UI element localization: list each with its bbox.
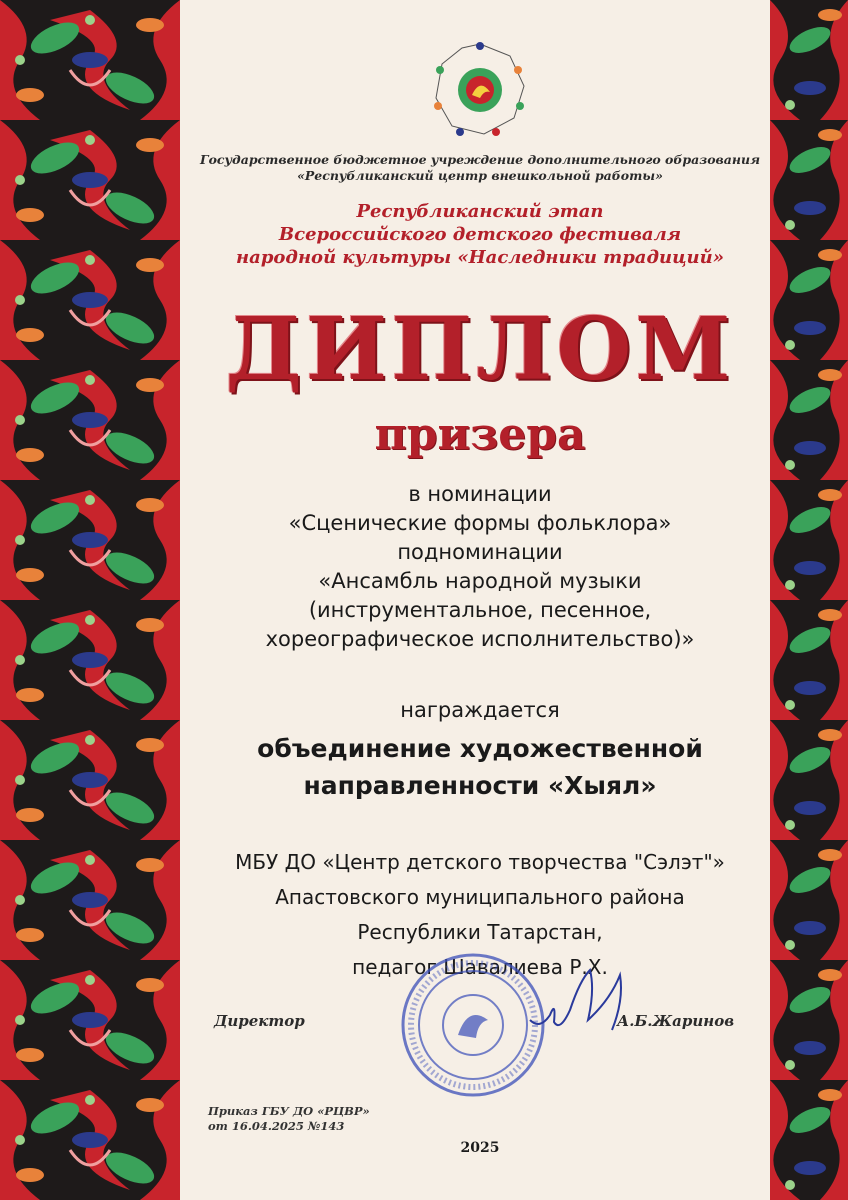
institution-line1: МБУ ДО «Центр детского творчества "Сэлэт"» [235,850,725,874]
organization-line1: Государственное бюджетное учреждение дополнительного образования [199,152,761,167]
order-reference [208,1104,370,1134]
institution-line3: Республики Татарстан, [357,920,603,944]
institution-line2: Апастовского муниципального района [275,885,685,909]
subnomination-line1: «Ансамбль народной музыки [318,569,642,593]
subnomination-intro: подноминации [397,540,563,564]
nomination-name: «Сценические формы фольклора» [288,511,672,535]
director-name: А.Б.Жаринов [617,1012,735,1030]
order-line1: Приказ ГБУ ДО «РЦВР» [208,1104,370,1118]
event-title [190,200,770,269]
subnomination-line3: хореографическое исполнительство)» [265,627,695,651]
order-line2: от 16.04.2025 №143 [208,1119,345,1133]
institution-line4: педагог Шавалиева Р.Х. [352,955,608,979]
nomination-block [190,480,770,654]
emblem-icon [430,40,530,140]
year: 2025 [460,1140,500,1156]
director-title: Директор [214,1012,305,1030]
event-line2: Всероссийского детского фестиваля [278,224,682,245]
subnomination-line2: (инструментальное, песенное, [308,598,652,622]
event-line3: народной культуры «Наследники традиций» [236,247,724,268]
organization-header [190,152,770,184]
winner-block [190,730,770,804]
diploma-title: ДИПЛОМ [225,299,735,400]
diploma-subtitle: призера [374,409,586,460]
left-ornament-border [0,0,180,1200]
nomination-intro: в номинации [408,482,552,506]
awarded-text: награждается [400,698,560,722]
organization-line2: «Республиканский центр внешкольной работы» [297,168,663,183]
right-ornament-border [770,0,848,1200]
winner-line2: направленности «Хыял» [303,771,657,800]
winner-line1: объединение художественной [257,734,703,763]
event-line1: Республиканский этап [356,201,604,222]
